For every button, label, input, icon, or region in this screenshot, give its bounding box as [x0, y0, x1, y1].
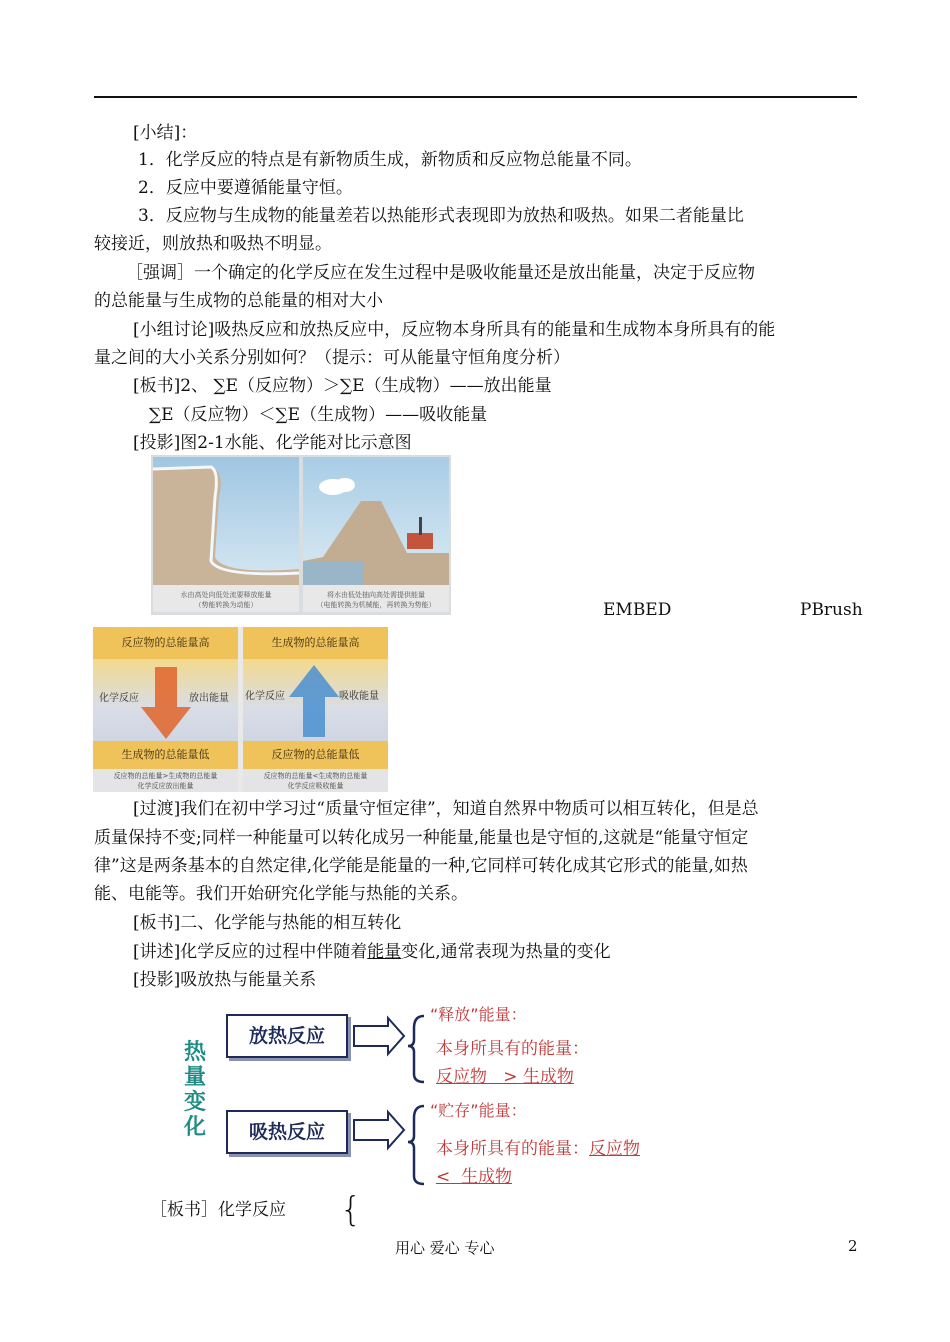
- endothermic-panel: [243, 627, 388, 792]
- transition-line-3: 律”这是两条基本的自然定律,化学能是能量的一种,它同样可转化成其它形式的能量,如热: [94, 856, 748, 876]
- discussion-line-2: 量之间的大小关系分别如何？（提示：可从能量守恒角度分析）: [94, 348, 570, 368]
- endo-side-left: 化学反应: [245, 691, 285, 702]
- exo-top-label: 反应物的总能量高: [121, 636, 210, 649]
- projection-2: [投影]吸放热与能量关系: [133, 970, 317, 990]
- endo-top-label: 生成物的总能量高: [271, 636, 360, 649]
- embed-label: EMBED: [603, 600, 672, 620]
- exo-title: “释放”能量：: [430, 1005, 527, 1024]
- water-pump-panel: [303, 457, 449, 612]
- emphasis-line-1: ［强调］一个确定的化学反应在发生过程中是吸收能量还是放出能量，决定于反应物: [126, 263, 755, 283]
- up-arrow-icon: [289, 665, 339, 737]
- down-arrow-icon: [141, 667, 191, 739]
- discussion-line-1: [小组讨论]吸热反应和放热反应中，反应物本身所具有的能量和生成物本身所具有的能: [133, 320, 776, 340]
- exothermic-box: 放热反应: [226, 1014, 348, 1058]
- heat-change-vertical-title: 热 量 变 化: [184, 1040, 207, 1140]
- board-note-1b: ∑E（反应物）＜∑E（生成物）——吸收能量: [149, 405, 488, 425]
- summary-point-3b: 较接近，则放热和吸热不明显。: [94, 234, 332, 254]
- endo-title: “贮存”能量：: [430, 1101, 527, 1120]
- water-fall-panel: [153, 457, 299, 612]
- reaction-energy-figure: [93, 627, 388, 792]
- emphasis-line-2: 的总能量与生成物的总能量的相对大小: [94, 291, 383, 311]
- exo-bottom-label: 生成物的总能量低: [121, 748, 210, 761]
- exo-foot-2: 化学反应放出能量: [137, 782, 194, 790]
- summary-point-2: 2．反应中要遵循能量守恒。: [138, 178, 353, 198]
- board-note-1: [板书]2、 ∑E（反应物）＞∑E（生成物）——放出能量: [133, 376, 552, 396]
- board-note-2: [板书]二、化学能与热能的相互转化: [133, 913, 402, 933]
- summary-point-3a: 3．反应物与生成物的能量差若以热能形式表现即为放热和吸热。如果二者能量比: [138, 206, 744, 226]
- board-note-3: ［板书］化学反应: [150, 1200, 286, 1220]
- water-pump-illustration: [303, 457, 449, 612]
- endo-description: 本身所具有的能量：反应物: [436, 1139, 640, 1159]
- lecture-underlined-word: 能量: [367, 942, 402, 962]
- exo-foot-1: 反应物的总能量>生成物的总能量: [113, 772, 218, 780]
- transition-line-1: [过渡]我们在初中学习过“质量守恒定律”，知道自然界中物质可以相互转化，但是总: [133, 799, 759, 819]
- heat-change-diagram: [180, 1000, 690, 1190]
- water-pump-caption-1: 将水由低处抽向高处需提供能量: [327, 591, 425, 599]
- water-fall-caption-1: 水由高处向低处流要释放能量: [180, 591, 272, 599]
- page-number: 2: [848, 1237, 858, 1255]
- exo-relation: 反应物 > 生成物: [436, 1067, 574, 1087]
- summary-heading: [小结]：: [133, 123, 198, 143]
- endothermic-box: 吸热反应: [226, 1110, 348, 1154]
- endo-foot-2: 化学反应吸收能量: [287, 782, 344, 790]
- exo-arrow-brace-icon: [352, 1014, 432, 1084]
- page-footer-text: 用心 爱心 专心: [395, 1239, 495, 1257]
- water-fall-caption-2: （势能转换为动能）: [194, 601, 258, 609]
- endo-relation: < 生成物: [436, 1167, 513, 1187]
- exo-side-left: 化学反应: [99, 693, 139, 704]
- water-pump-caption-2: （电能转换为机械能，再转换为势能）: [316, 601, 436, 609]
- header-rule: [94, 96, 857, 98]
- exothermic-panel: [93, 627, 238, 792]
- lecture-line: [讲述]化学反应的过程中伴随着能量变化,通常表现为热量的变化: [133, 942, 611, 962]
- exo-side-right: 放出能量: [189, 693, 229, 704]
- summary-point-1: 1．化学反应的特点是有新物质生成，新物质和反应物总能量不同。: [138, 150, 642, 170]
- water-fall-illustration: [153, 457, 299, 612]
- endo-bottom-label: 反应物的总能量低: [271, 748, 360, 761]
- water-energy-figure: [151, 455, 451, 615]
- endo-foot-1: 反应物的总能量<生成物的总能量: [263, 772, 368, 780]
- brace-symbol: {: [340, 1190, 362, 1230]
- embed-type: PBrush: [800, 600, 863, 620]
- transition-line-2: 质量保持不变;同样一种能量可以转化成另一种能量,能量也是守恒的,这就是“能量守恒定: [94, 828, 749, 848]
- projection-1: [投影]图2-1水能、化学能对比示意图: [133, 433, 412, 453]
- transition-line-4: 能、电能等。我们开始研究化学能与热能的关系。: [94, 884, 468, 904]
- endo-arrow-brace-icon: [352, 1104, 432, 1188]
- exo-description: 本身所具有的能量：: [436, 1039, 589, 1059]
- endo-side-right: 吸收能量: [339, 691, 379, 702]
